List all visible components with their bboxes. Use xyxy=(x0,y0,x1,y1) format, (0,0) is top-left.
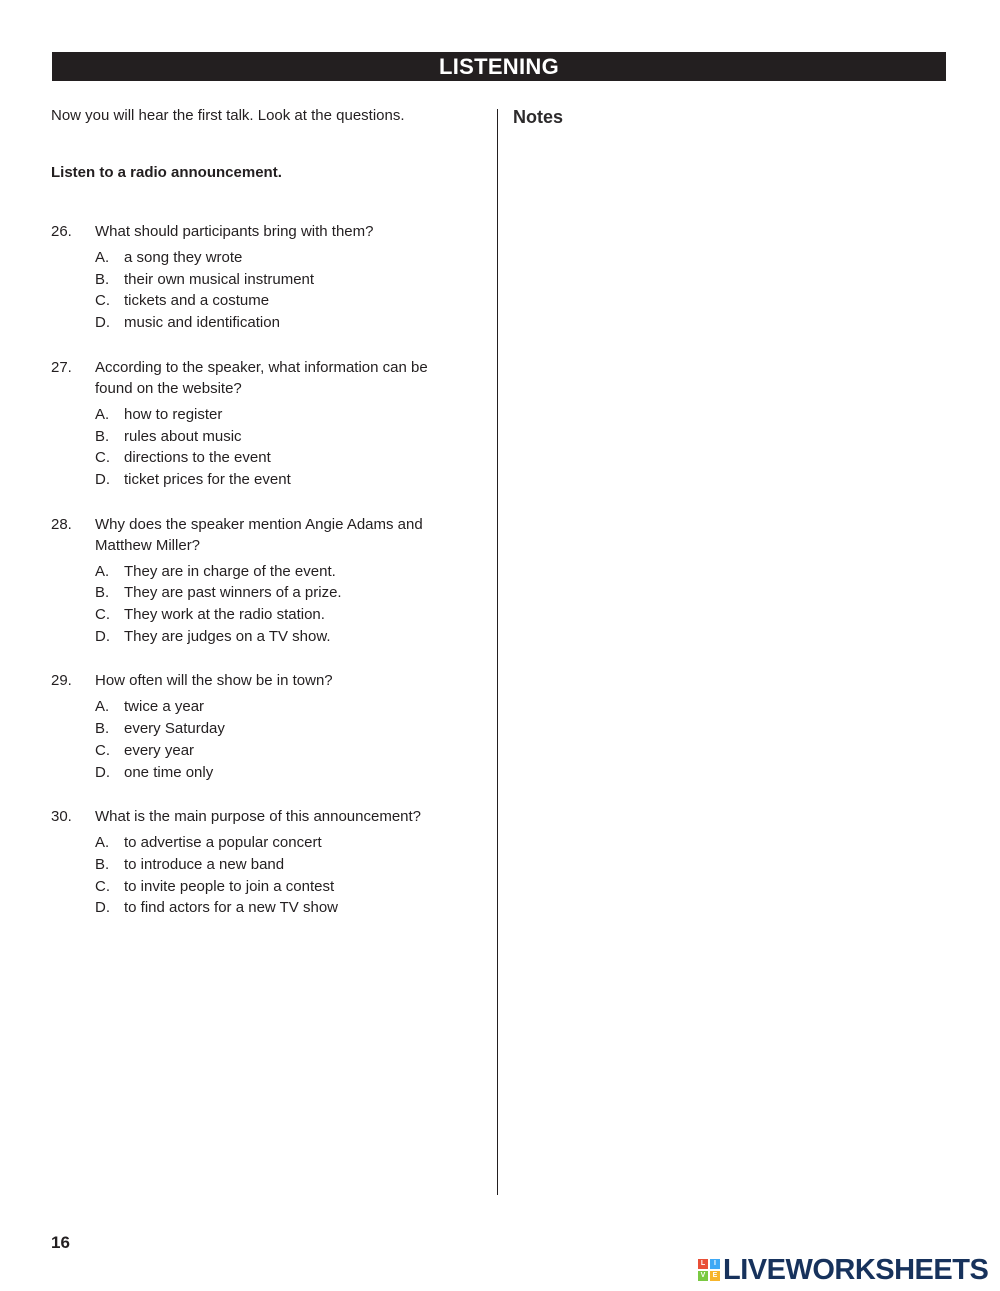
option-text: They are judges on a TV show. xyxy=(124,627,331,645)
option-letter: A. xyxy=(95,405,110,423)
notes-heading: Notes xyxy=(513,107,564,127)
option-letter: B. xyxy=(95,584,110,602)
answer-option xyxy=(95,604,471,626)
column-divider xyxy=(497,109,498,1195)
question-row xyxy=(51,514,471,556)
question-row xyxy=(51,806,471,827)
answer-options xyxy=(95,404,471,491)
liveworksheets-logo xyxy=(698,1254,988,1286)
question-28 xyxy=(51,514,471,648)
intro-text: Now you will hear the first talk. Look at the questions. xyxy=(51,107,405,124)
option-letter: C. xyxy=(95,292,110,310)
option-letter: A. xyxy=(95,249,110,266)
question-29 xyxy=(51,670,471,783)
option-text: to invite people to join a contest xyxy=(124,877,335,895)
answer-options xyxy=(95,696,471,783)
page-number: 16 xyxy=(51,1233,70,1252)
question-number: 28. xyxy=(51,515,72,533)
option-letter: D. xyxy=(95,470,110,488)
option-text: ticket prices for the event xyxy=(124,470,291,488)
answer-option xyxy=(95,312,471,334)
option-letter: D. xyxy=(95,627,110,645)
option-letter: C. xyxy=(95,449,110,467)
questions-column xyxy=(51,106,471,942)
answer-options xyxy=(95,561,471,648)
question-30 xyxy=(51,806,471,919)
question-row xyxy=(51,221,471,242)
answer-option xyxy=(95,696,471,718)
answer-option xyxy=(95,426,471,448)
option-text: They are past winners of a prize. xyxy=(124,584,342,602)
section-header: LISTENING xyxy=(52,52,946,81)
answer-option xyxy=(95,247,471,269)
answer-option xyxy=(95,832,471,854)
option-letter: A. xyxy=(95,698,110,716)
answer-option xyxy=(95,626,471,648)
option-letter: D. xyxy=(95,763,110,781)
answer-option xyxy=(95,561,471,583)
option-letter: C. xyxy=(95,606,110,624)
question-26 xyxy=(51,221,471,334)
question-row xyxy=(51,670,471,691)
logo-block: I xyxy=(710,1259,720,1269)
answer-option xyxy=(95,269,471,291)
answer-options xyxy=(95,832,471,919)
logo-block: V xyxy=(698,1271,708,1281)
answer-option xyxy=(95,290,471,312)
question-text: According to the speaker, what information can be found on the website? xyxy=(95,358,428,397)
answer-options xyxy=(95,247,471,334)
option-text: They work at the radio station. xyxy=(124,606,325,624)
option-text: directions to the event xyxy=(124,449,271,467)
option-letter: D. xyxy=(95,314,110,332)
question-row xyxy=(51,357,471,399)
option-text: music and identification xyxy=(124,314,280,332)
option-letter: C. xyxy=(95,877,110,895)
answer-option xyxy=(95,469,471,491)
option-letter: B. xyxy=(95,270,110,288)
option-text: twice a year xyxy=(124,698,205,716)
question-number: 26. xyxy=(51,223,72,240)
answer-option xyxy=(95,897,471,919)
answer-option xyxy=(95,404,471,426)
question-list xyxy=(51,221,471,919)
logo-block: E xyxy=(710,1271,720,1281)
option-letter: C. xyxy=(95,741,110,759)
option-text: to introduce a new band xyxy=(124,855,285,873)
question-text: What is the main purpose of this announcement? xyxy=(95,808,422,826)
answer-option xyxy=(95,762,471,784)
answer-option xyxy=(95,582,471,604)
logo-text: LIVEWORKSHEETS xyxy=(723,1253,989,1286)
answer-option xyxy=(95,876,471,898)
option-text: every Saturday xyxy=(124,720,225,738)
question-text: What should participants bring with them? xyxy=(95,223,374,240)
logo-icon xyxy=(698,1259,720,1281)
option-text: to find actors for a new TV show xyxy=(124,899,338,917)
option-text: to advertise a popular concert xyxy=(124,834,322,852)
option-text: a song they wrote xyxy=(124,249,243,266)
question-27 xyxy=(51,357,471,491)
option-text: one time only xyxy=(124,763,214,781)
option-text: how to register xyxy=(124,405,223,423)
answer-option xyxy=(95,740,471,762)
option-letter: B. xyxy=(95,427,110,445)
option-letter: B. xyxy=(95,855,110,873)
question-number: 27. xyxy=(51,358,72,376)
logo-block: L xyxy=(698,1259,708,1269)
option-text: They are in charge of the event. xyxy=(124,562,336,580)
option-text: tickets and a costume xyxy=(124,292,270,310)
option-text: their own musical instrument xyxy=(124,270,315,288)
answer-option xyxy=(95,718,471,740)
option-letter: B. xyxy=(95,720,110,738)
question-number: 30. xyxy=(51,808,72,826)
option-letter: A. xyxy=(95,834,110,852)
option-text: rules about music xyxy=(124,427,242,445)
instruction-text: Listen to a radio announcement. xyxy=(51,164,282,181)
option-letter: A. xyxy=(95,562,110,580)
question-text: How often will the show be in town? xyxy=(95,672,333,690)
option-letter: D. xyxy=(95,899,110,917)
option-text: every year xyxy=(124,741,195,759)
answer-option xyxy=(95,447,471,469)
question-text: Why does the speaker mention Angie Adams and Matthew Miller? xyxy=(95,515,423,554)
question-number: 29. xyxy=(51,672,72,690)
answer-option xyxy=(95,854,471,876)
